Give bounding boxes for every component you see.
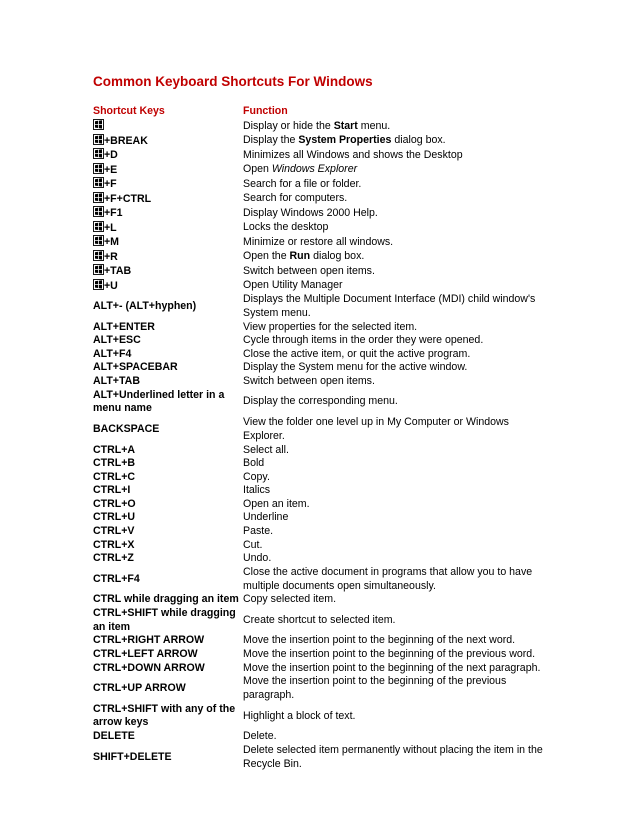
function-text: Open the	[243, 250, 290, 262]
shortcut-key-cell	[93, 221, 243, 236]
shortcut-key-cell	[93, 498, 243, 512]
table-row	[93, 566, 543, 594]
document-page	[93, 72, 543, 771]
windows-key-icon	[93, 134, 104, 145]
shortcut-key-label: ALT+F4	[93, 347, 132, 360]
shortcut-key-cell	[93, 348, 243, 362]
function-text: Undo.	[243, 552, 272, 565]
function-description-cell	[243, 375, 543, 389]
function-text: Highlight a block of text.	[243, 709, 356, 722]
shortcut-key-label: CTRL+Z	[93, 552, 134, 565]
shortcut-key-cell	[93, 471, 243, 485]
function-description-cell	[243, 471, 543, 485]
shortcut-key-cell	[93, 662, 243, 676]
function-description-cell	[243, 703, 543, 731]
windows-key-icon	[93, 206, 104, 217]
function-text: Copy selected item.	[243, 593, 337, 606]
table-header-row	[93, 104, 543, 119]
function-description-cell	[243, 525, 543, 539]
function-description-cell	[243, 134, 543, 149]
table-row	[93, 279, 543, 294]
function-text: Open	[243, 163, 272, 175]
function-description-cell	[243, 593, 543, 607]
shortcut-key-cell	[93, 648, 243, 662]
function-text: Move the insertion point to the beginning of the next word.	[243, 634, 516, 647]
function-description-cell	[243, 744, 543, 772]
shortcut-key-cell	[93, 119, 243, 134]
function-description-cell	[243, 148, 543, 163]
table-row	[93, 511, 543, 525]
windows-key-icon	[93, 279, 104, 290]
function-text: Cycle through items in the order they were opened.	[243, 334, 484, 347]
shortcuts-table	[93, 104, 543, 771]
shortcut-key-cell	[93, 163, 243, 178]
function-text: Start	[333, 119, 358, 132]
table-row	[93, 443, 543, 457]
function-description-cell	[243, 552, 543, 566]
windows-key-icon	[93, 148, 104, 159]
function-text: Locks the desktop	[243, 221, 329, 233]
function-text: Display the	[243, 134, 299, 146]
table-row	[93, 134, 543, 149]
page-title: Common Keyboard Shortcuts For Windows	[93, 74, 373, 89]
shortcut-key-label: CTRL+C	[93, 470, 136, 483]
shortcut-key-label: CTRL+SHIFT with any of the arrow keys	[93, 702, 236, 729]
function-description-cell	[243, 675, 543, 703]
shortcut-key-label: ALT+Underlined letter in a menu name	[93, 388, 225, 415]
table-row	[93, 525, 543, 539]
table-row	[93, 235, 543, 250]
table-row	[93, 293, 543, 321]
shortcut-key-cell	[93, 334, 243, 348]
function-text: Display Windows 2000 Help.	[243, 206, 378, 219]
shortcut-key-label: +F+CTRL	[104, 192, 152, 205]
function-description-cell	[243, 348, 543, 362]
windows-key-icon	[93, 119, 104, 130]
shortcut-key-cell	[93, 293, 243, 321]
function-description-cell	[243, 119, 543, 134]
shortcut-key-label: CTRL+B	[93, 457, 136, 470]
shortcut-key-label: ALT+ESC	[93, 334, 141, 347]
table-row	[93, 607, 543, 635]
shortcut-key-cell	[93, 675, 243, 703]
function-text: Move the insertion point to the beginning of the previous word.	[243, 648, 536, 661]
shortcut-key-cell	[93, 279, 243, 294]
shortcut-key-cell	[93, 134, 243, 149]
table-row	[93, 148, 543, 163]
function-text: Select all.	[243, 443, 289, 456]
function-text: Open an item.	[243, 497, 310, 510]
function-text: Copy.	[243, 470, 270, 483]
function-description-cell	[243, 566, 543, 594]
windows-key-icon	[93, 264, 104, 275]
shortcut-key-cell	[93, 235, 243, 250]
shortcut-key-label: +E	[104, 163, 118, 176]
table-row	[93, 539, 543, 553]
function-description-cell	[243, 511, 543, 525]
shortcut-key-label: CTRL+F4	[93, 572, 140, 585]
function-description-cell	[243, 321, 543, 335]
windows-key-icon	[93, 163, 104, 174]
shortcut-key-cell	[93, 593, 243, 607]
table-row	[93, 388, 543, 416]
table-row	[93, 416, 543, 444]
table-row	[93, 552, 543, 566]
shortcut-key-label: +M	[104, 236, 120, 248]
windows-key-icon	[93, 235, 104, 246]
function-description-cell	[243, 388, 543, 416]
table-row	[93, 662, 543, 676]
shortcut-key-cell	[93, 192, 243, 207]
shortcut-key-label: CTRL+O	[93, 497, 136, 510]
table-row	[93, 375, 543, 389]
shortcut-key-cell	[93, 730, 243, 744]
table-row	[93, 321, 543, 335]
function-text: Display or hide the	[243, 119, 334, 132]
shortcut-key-cell	[93, 525, 243, 539]
shortcut-key-label: +U	[104, 279, 118, 292]
function-description-cell	[243, 206, 543, 221]
function-description-cell	[243, 334, 543, 348]
shortcut-key-cell	[93, 250, 243, 265]
function-text: Move the insertion point to the beginning of the previous paragraph.	[243, 675, 507, 701]
shortcut-key-cell	[93, 148, 243, 163]
windows-key-icon	[93, 192, 104, 203]
function-description-cell	[243, 250, 543, 265]
shortcut-key-label: +D	[104, 149, 118, 161]
function-description-cell	[243, 163, 543, 178]
shortcut-key-label: CTRL+V	[93, 525, 135, 538]
function-text: Windows Explorer	[271, 163, 358, 175]
shortcut-key-label: CTRL+UP ARROW	[93, 682, 186, 695]
function-text: Displays the Multiple Document Interface (MDI) child window's System menu.	[243, 293, 536, 319]
table-row	[93, 177, 543, 192]
windows-key-icon	[93, 250, 104, 261]
function-description-cell	[243, 235, 543, 250]
table-row	[93, 471, 543, 485]
shortcut-key-label: CTRL+DOWN ARROW	[93, 661, 205, 674]
table-row	[93, 348, 543, 362]
function-description-cell	[243, 662, 543, 676]
shortcut-key-cell	[93, 264, 243, 279]
windows-key-icon	[93, 221, 104, 232]
shortcut-key-cell	[93, 206, 243, 221]
table-row	[93, 264, 543, 279]
function-text: Delete selected item permanently without placing the item in the Recycle Bin.	[243, 744, 543, 770]
table-row	[93, 648, 543, 662]
shortcut-key-cell	[93, 375, 243, 389]
function-text: Paste.	[243, 525, 274, 538]
function-text: View properties for the selected item.	[243, 320, 418, 333]
shortcut-key-label: CTRL+SHIFT while dragging an item	[93, 607, 236, 633]
function-text: Cut.	[243, 538, 263, 551]
function-description-cell	[243, 498, 543, 512]
shortcut-key-label: +F1	[104, 207, 123, 219]
shortcut-key-cell	[93, 457, 243, 471]
function-text: View the folder one level up in My Computer or Windows Explorer.	[243, 416, 509, 442]
function-text: dialog box.	[310, 250, 365, 262]
table-row	[93, 593, 543, 607]
shortcut-key-cell	[93, 443, 243, 457]
table-row	[93, 730, 543, 744]
function-description-cell	[243, 634, 543, 648]
table-row	[93, 675, 543, 703]
table-row	[93, 361, 543, 375]
table-row	[93, 703, 543, 731]
function-text: Search for computers.	[243, 192, 348, 204]
function-text: Switch between open items.	[243, 264, 375, 277]
table-row	[93, 163, 543, 178]
function-text: Create shortcut to selected item.	[243, 613, 396, 626]
shortcut-key-label: CTRL+I	[93, 484, 131, 497]
header-function: Function	[243, 104, 288, 117]
shortcut-key-label: +BREAK	[104, 134, 148, 147]
function-text: Minimize or restore all windows.	[243, 235, 394, 248]
shortcut-key-label: DELETE	[93, 730, 135, 743]
shortcut-key-cell	[93, 634, 243, 648]
function-description-cell	[243, 177, 543, 192]
function-text: System Properties	[298, 134, 392, 146]
table-row	[93, 498, 543, 512]
function-text: Run	[289, 250, 311, 262]
function-description-cell	[243, 361, 543, 375]
shortcut-key-label: CTRL+X	[93, 538, 135, 551]
function-description-cell	[243, 484, 543, 498]
shortcut-key-label: +L	[104, 221, 117, 234]
shortcut-key-cell	[93, 566, 243, 594]
function-description-cell	[243, 416, 543, 444]
function-text: Search for a file or folder.	[243, 177, 362, 190]
shortcut-key-label: +TAB	[104, 265, 132, 277]
shortcut-key-label: CTRL while dragging an item	[93, 593, 239, 606]
shortcut-key-cell	[93, 511, 243, 525]
function-description-cell	[243, 279, 543, 294]
shortcut-key-label: ALT+ENTER	[93, 320, 155, 333]
table-row	[93, 250, 543, 265]
shortcut-key-cell	[93, 607, 243, 635]
table-row	[93, 484, 543, 498]
shortcut-key-cell	[93, 177, 243, 192]
shortcut-key-label: CTRL+U	[93, 511, 136, 524]
windows-key-icon	[93, 177, 104, 188]
function-text: Bold	[243, 457, 265, 470]
function-text: Switch between open items.	[243, 374, 375, 387]
table-row	[93, 221, 543, 236]
function-description-cell	[243, 539, 543, 553]
function-text: menu.	[357, 119, 391, 132]
function-description-cell	[243, 192, 543, 207]
shortcut-key-cell	[93, 388, 243, 416]
table-row	[93, 206, 543, 221]
shortcut-key-label: ALT+TAB	[93, 374, 140, 387]
function-text: Close the active item, or quit the active program.	[243, 347, 471, 360]
shortcut-key-label: ALT+SPACEBAR	[93, 361, 178, 374]
function-text: dialog box.	[391, 134, 446, 146]
function-text: Move the insertion point to the beginning of the next paragraph.	[243, 661, 541, 674]
table-row	[93, 119, 543, 134]
shortcut-key-label: SHIFT+DELETE	[93, 750, 172, 763]
shortcut-key-cell	[93, 552, 243, 566]
shortcut-key-label: BACKSPACE	[93, 422, 160, 435]
header-shortcut-keys: Shortcut Keys	[93, 104, 165, 117]
function-text: Minimizes all Windows and shows the Desktop	[243, 148, 463, 161]
shortcut-key-cell	[93, 484, 243, 498]
function-description-cell	[243, 457, 543, 471]
table-body	[93, 119, 543, 771]
function-text: Close the active document in programs that allow you to have multiple documents open simultaneously.	[243, 566, 533, 592]
function-description-cell	[243, 730, 543, 744]
shortcut-key-label: CTRL+RIGHT ARROW	[93, 634, 205, 647]
shortcut-key-cell	[93, 539, 243, 553]
function-text: Display the System menu for the active window.	[243, 361, 468, 374]
table-row	[93, 634, 543, 648]
table-row	[93, 192, 543, 207]
function-description-cell	[243, 607, 543, 635]
shortcut-key-cell	[93, 361, 243, 375]
shortcut-key-label: +F	[104, 178, 117, 190]
function-text: Delete.	[243, 730, 277, 743]
function-description-cell	[243, 264, 543, 279]
function-text: Open Utility Manager	[243, 279, 343, 291]
shortcut-key-cell	[93, 703, 243, 731]
function-description-cell	[243, 648, 543, 662]
shortcut-key-label: +R	[104, 250, 118, 263]
table-row	[93, 457, 543, 471]
function-description-cell	[243, 293, 543, 321]
shortcut-key-label: CTRL+A	[93, 443, 136, 456]
shortcut-key-cell	[93, 321, 243, 335]
function-description-cell	[243, 221, 543, 236]
function-description-cell	[243, 443, 543, 457]
function-text: Underline	[243, 511, 289, 524]
function-text: Italics	[243, 484, 271, 497]
shortcut-key-label: CTRL+LEFT ARROW	[93, 648, 198, 661]
table-row	[93, 334, 543, 348]
shortcut-key-cell	[93, 744, 243, 772]
shortcut-key-label: ALT+- (ALT+hyphen)	[93, 300, 197, 312]
shortcut-key-cell	[93, 416, 243, 444]
table-row	[93, 744, 543, 772]
function-text: Display the corresponding menu.	[243, 395, 398, 408]
